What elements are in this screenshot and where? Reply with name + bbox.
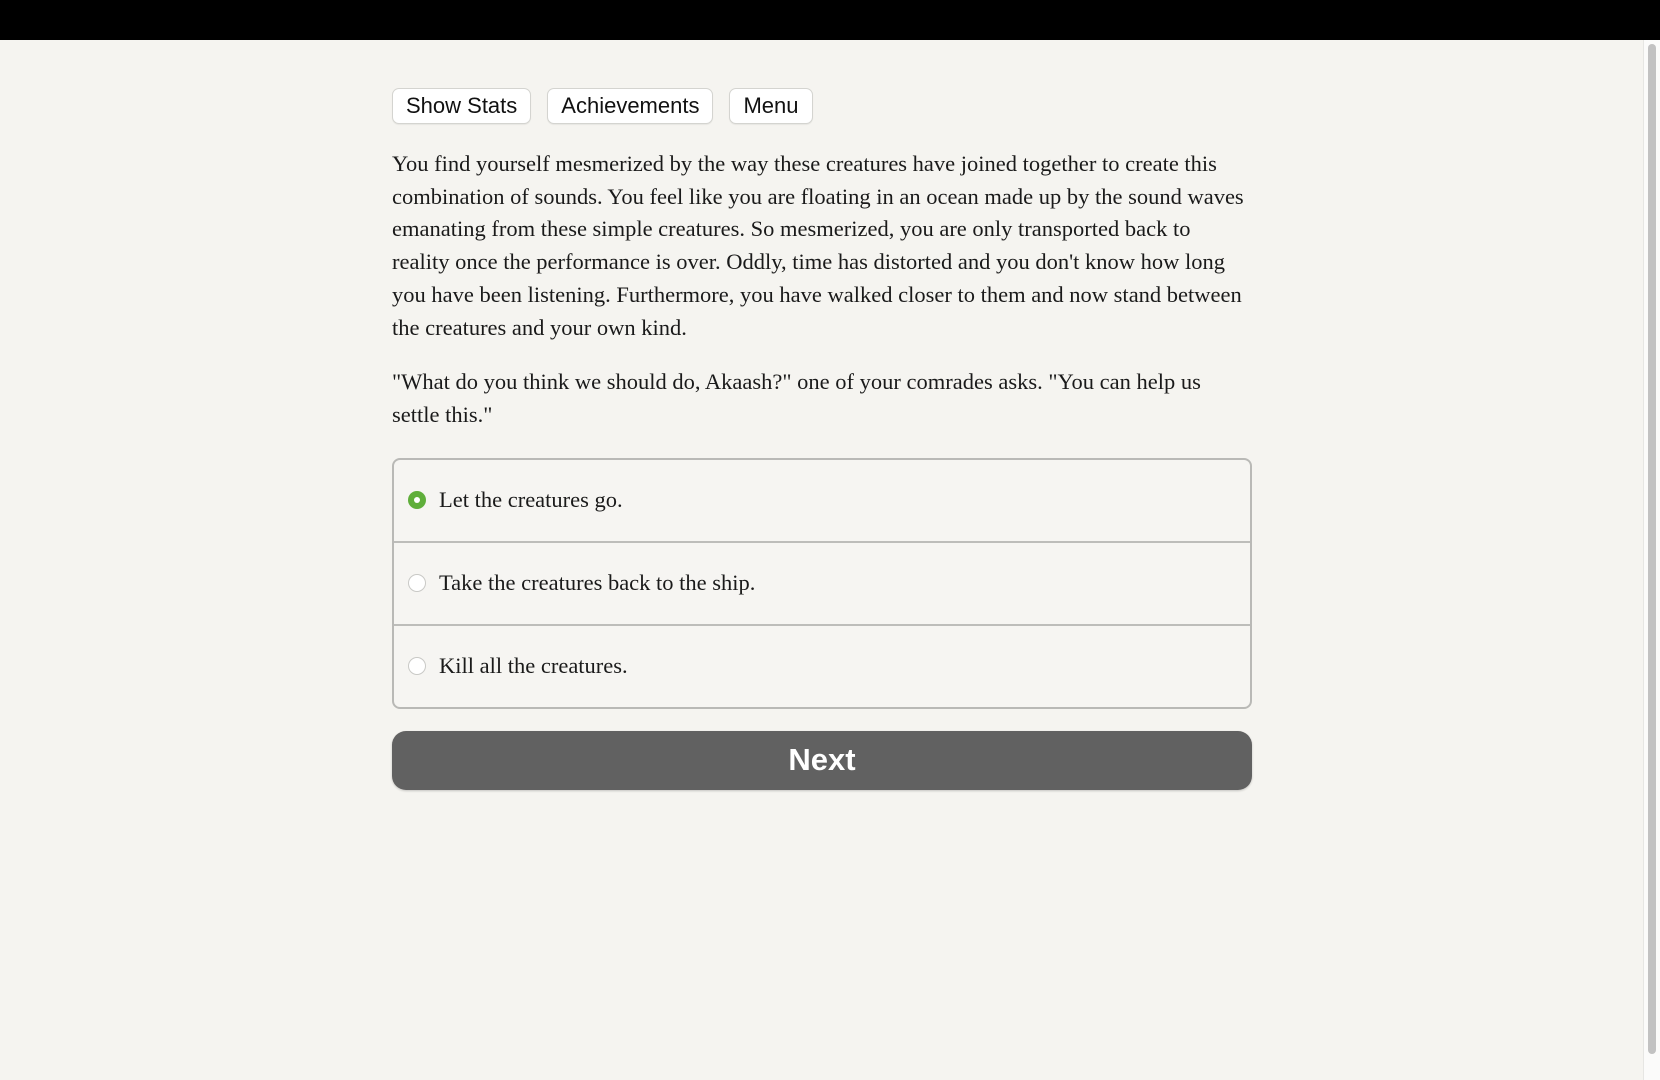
story-paragraph: You find yourself mesmerized by the way these creatures have joined together to create this combination of sounds. You feel like you are floating in an ocean made up by the sound waves emanating from these simple creatures. So mesmerized, you are only transported back to reality once the performance is over. Oddly, time has distorted and you don't know how long you have been listening. Furthermore, you have walked closer to them and now stand between the creatures and your own kind. <box>392 151 1244 340</box>
choice-option[interactable] <box>394 541 1250 624</box>
radio-button[interactable] <box>408 657 426 675</box>
achievements-button[interactable]: Achievements <box>547 88 713 124</box>
choice-option[interactable] <box>394 460 1250 541</box>
choice-option[interactable] <box>394 624 1250 707</box>
menu-button[interactable]: Menu <box>729 88 812 124</box>
story-text <box>392 148 1252 432</box>
browser-top-bar <box>0 0 1660 40</box>
scrollbar-thumb[interactable] <box>1648 44 1656 1054</box>
radio-button[interactable] <box>408 574 426 592</box>
game-content <box>392 88 1252 790</box>
choice-label: Let the creatures go. <box>439 487 623 513</box>
story-paragraph: "What do you think we should do, Akaash?" one of your comrades asks. "You can help us settle this." <box>392 369 1201 427</box>
game-toolbar <box>392 88 1252 124</box>
radio-button-selected[interactable] <box>408 491 426 509</box>
show-stats-button[interactable]: Show Stats <box>392 88 531 124</box>
choice-label: Kill all the creatures. <box>439 653 628 679</box>
next-button[interactable]: Next <box>392 731 1252 790</box>
choice-list <box>392 458 1252 709</box>
scrollbar[interactable] <box>1643 40 1660 1080</box>
choice-label: Take the creatures back to the ship. <box>439 570 756 596</box>
